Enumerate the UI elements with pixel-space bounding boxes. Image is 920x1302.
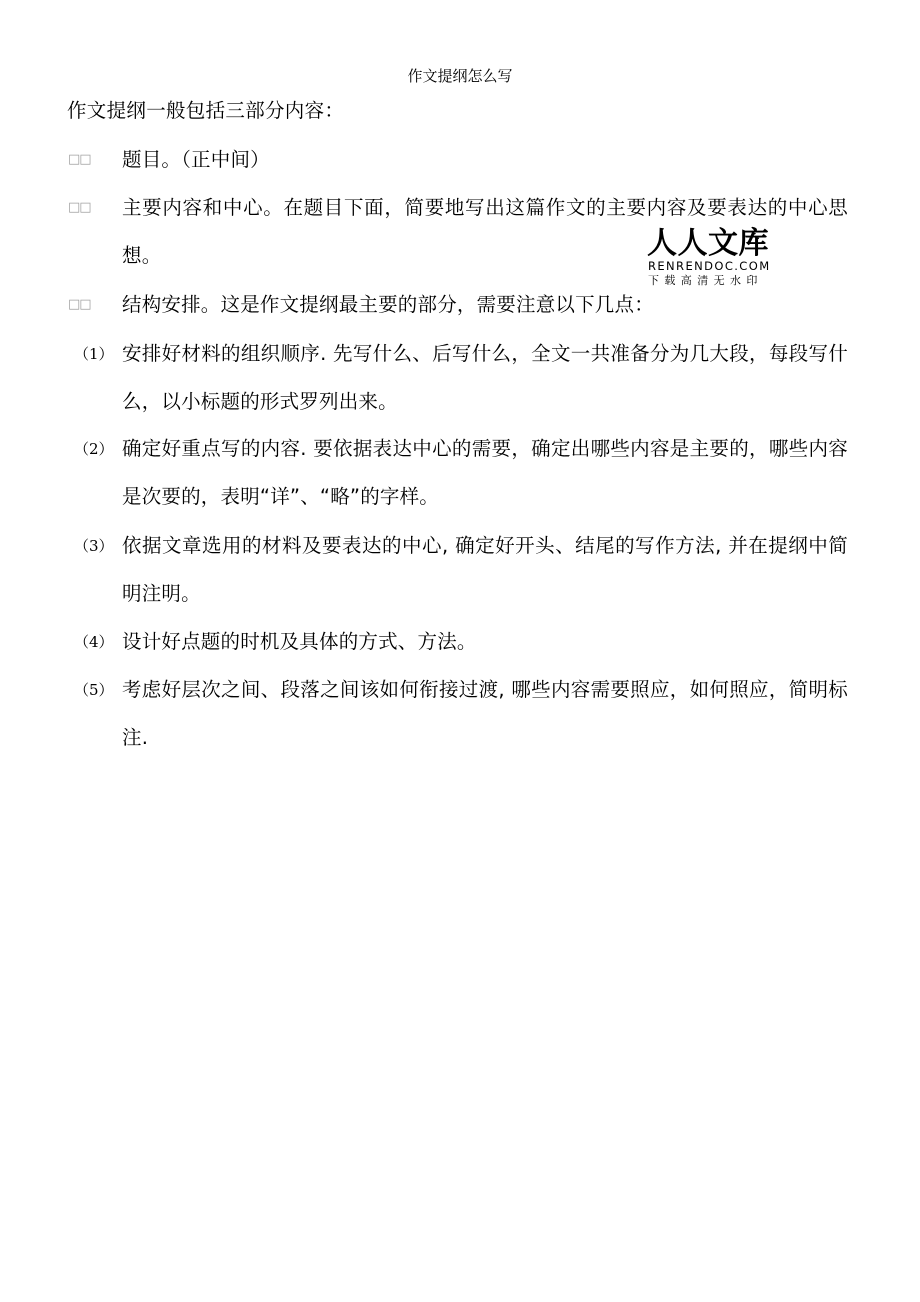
point-number: （1） — [74, 345, 114, 363]
intro-line: 作文提纲一般包括三部分内容： — [67, 99, 345, 122]
point-text: 设计好点题的时机及具体的方式、方法。 — [122, 630, 477, 653]
point-text: 考虑好层次之间、段落之间该如何衔接过渡, 哪些内容需要照应，如何照应，简明标注. — [122, 678, 848, 749]
watermark-name: 人人文库 — [647, 226, 769, 261]
list-marker: □□ — [68, 200, 91, 215]
page-title: 作文提纲怎么写 — [407, 67, 513, 85]
section-text: 题目。（正中间） — [122, 148, 270, 171]
point-number: （3） — [74, 537, 114, 555]
watermark-tagline: 下载高清无水印 — [648, 274, 763, 287]
point-text: 依据文章选用的材料及要表达的中心, 确定好开头、结尾的写作方法, 并在提纲中简明注明。 — [122, 534, 848, 605]
section-text: 结构安排。这是作文提纲最主要的部分，需要注意以下几点： — [122, 293, 654, 316]
list-marker: □□ — [68, 297, 91, 312]
watermark-logo — [645, 226, 775, 290]
point-number: （4） — [74, 633, 114, 651]
point-text: 确定好重点写的内容. 要依据表达中心的需要，确定出哪些内容是主要的，哪些内容是次要的，表明“详”、“略”的字样。 — [122, 437, 848, 508]
section-text: 主要内容和中心。在题目下面，简要地写出这篇作文的主要内容及要表达的中心思想。 — [122, 196, 848, 267]
watermark-domain: RENRENDOC.COM — [648, 259, 771, 273]
point-number: （2） — [74, 440, 114, 458]
point-text: 安排好材料的组织顺序. 先写什么、后写什么，全文一共准备分为几大段，每段写什么，以小标题的形式罗列出来。 — [122, 342, 848, 413]
list-marker: □□ — [68, 152, 91, 167]
point-number: （5） — [74, 681, 114, 699]
